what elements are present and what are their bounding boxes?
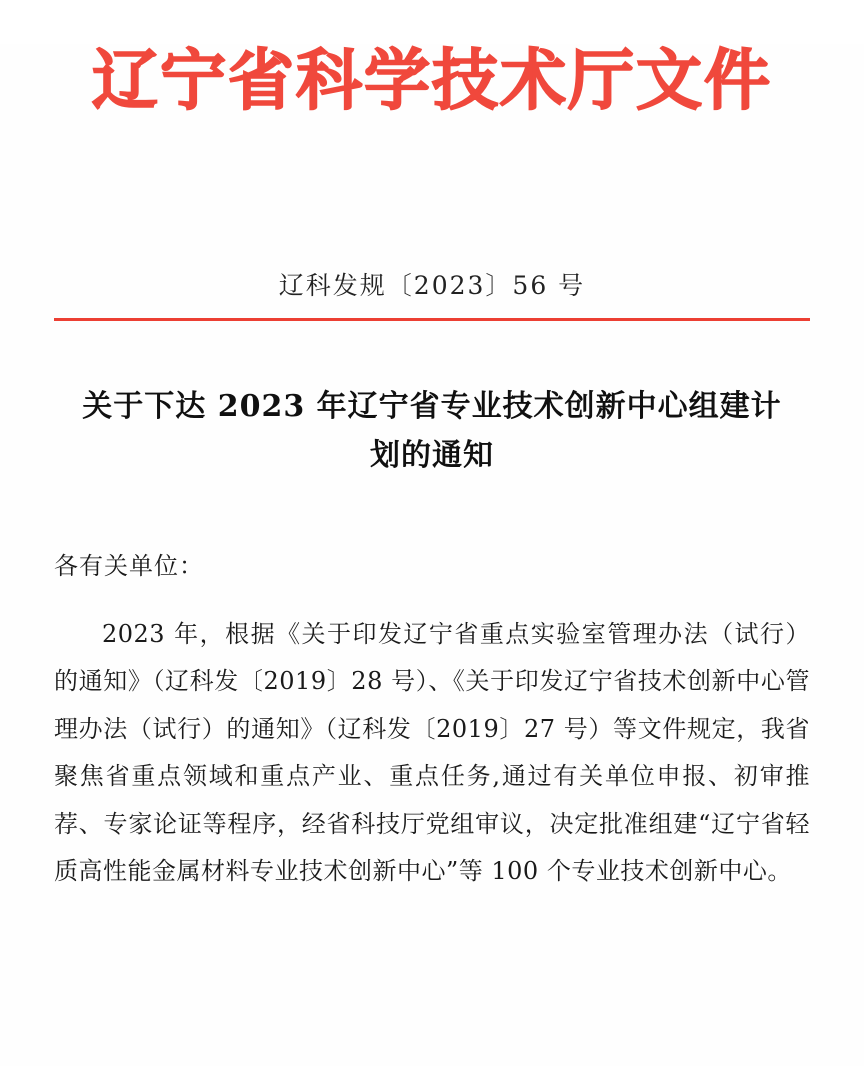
page-title: 关于下达 2023 年辽宁省专业技术创新中心组建计划的通知	[82, 388, 782, 473]
document-body	[54, 546, 810, 896]
issuing-authority-title: 辽宁省科学技术厅文件	[92, 41, 772, 119]
masthead	[0, 41, 864, 119]
document-number-block	[0, 266, 864, 321]
body-paragraph: 2023 年，根据《关于印发辽宁省重点实验室管理办法（试行）的通知》（辽科发〔2019〕28 号）、《关于印发辽宁省技术创新中心管理办法（试行）的通知》（辽科发〔2019〕27 号）等文件规定，我省聚焦省重点领域和重点产业、重点任务,通过有关单位申报、初审推荐、专家论证等程序，经省科技厅党组审议，决定批准组建“辽宁省轻质高性能金属材料专业技术创新中心”等 100 个专业技术创新中心。	[54, 619, 810, 886]
salutation: 各有关单位：	[54, 552, 204, 581]
red-divider-rule	[54, 318, 810, 321]
document-number: 辽科发规〔2023〕56 号	[278, 270, 586, 300]
document-page	[0, 41, 864, 1066]
